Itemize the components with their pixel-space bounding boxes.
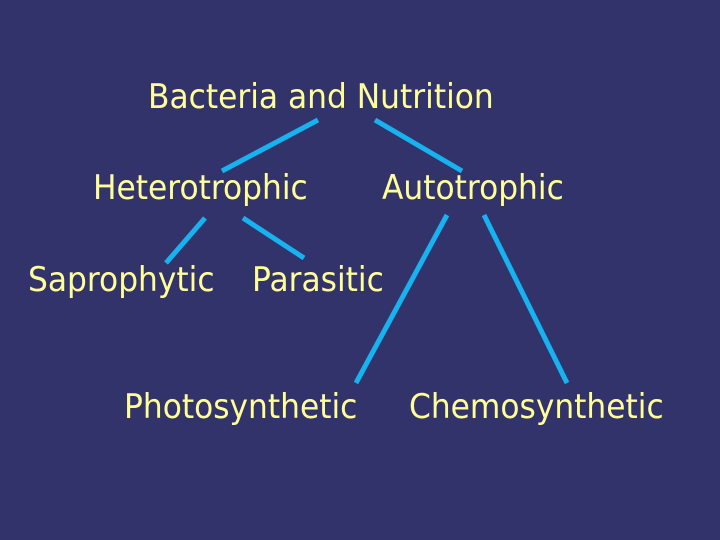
connector-heterotrophic-parasitic <box>243 218 304 258</box>
connector-heterotrophic-saprophytic <box>166 218 205 263</box>
node-heterotrophic: Heterotrophic <box>93 168 308 208</box>
node-parasitic: Parasitic <box>252 260 384 300</box>
node-saprophytic: Saprophytic <box>28 260 215 300</box>
node-autotrophic: Autotrophic <box>382 168 564 208</box>
diagram-title: Bacteria and Nutrition <box>148 77 494 117</box>
connector-title-autotrophic <box>375 120 462 171</box>
node-photosynthetic: Photosynthetic <box>124 387 358 427</box>
connector-autotrophic-chemosynthetic <box>484 215 567 383</box>
connector-title-heterotrophic <box>222 120 318 171</box>
node-chemosynthetic: Chemosynthetic <box>409 387 664 427</box>
